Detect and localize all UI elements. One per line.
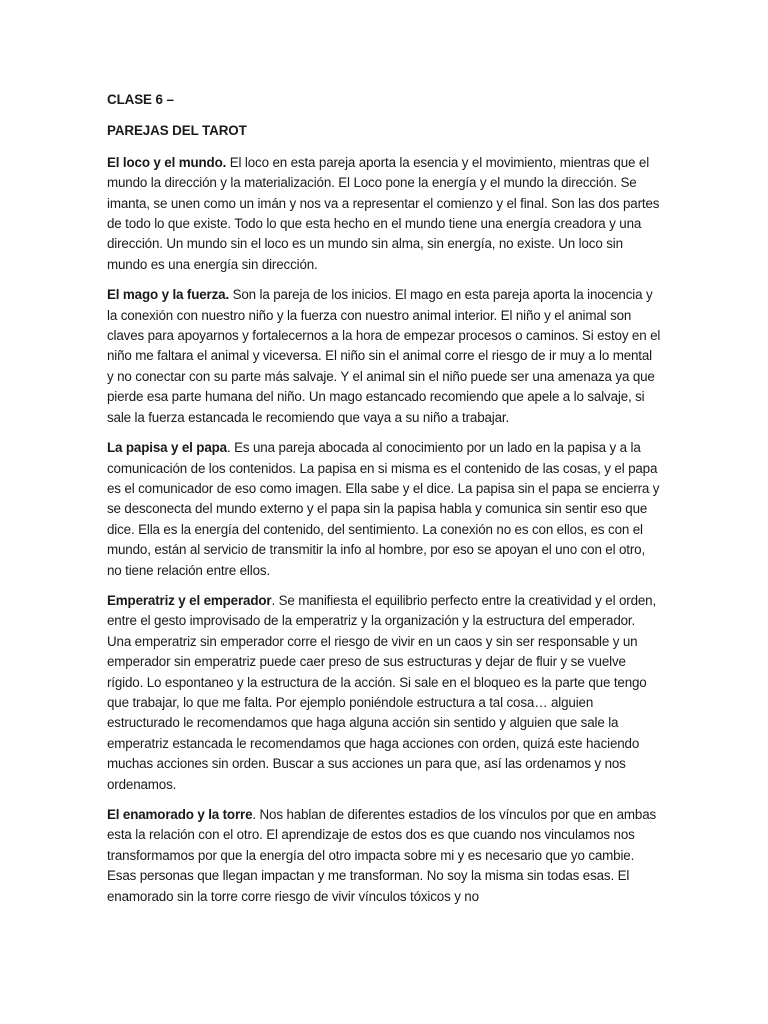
section-body: . Nos hablan de diferentes estadios de los vínculos por que en ambas esta la relación con el otro. El aprendizaje de estos dos es que cuando nos vinculamos nos transformamos por que la energía del otro impacta sobre mi y es necesario que yo cambie. Esas personas que llegan impactan y me transforman. No soy la misma sin todas esas. El enamorado sin la torre corre riesgo de vivir vínculos tóxicos y no <box>107 807 657 904</box>
section-loco-mundo <box>107 153 662 275</box>
section-heading: El loco y el mundo. <box>107 154 227 170</box>
document-page <box>107 90 662 917</box>
section-body: Son la pareja de los inicios. El mago en esta pareja aporta la inocencia y la conexión con nuestro niño y la fuerza con nuestro animal interior. El niño y el animal son claves para apoyarnos y fortalecernos a la hora de empezar procesos o caminos. Si estoy en el niño me faltara el animal y viceversa. El niño sin el animal corre el riesgo de ir muy a lo mental y no conectar con su parte más salvaje. Y el animal sin el niño puede ser una amenaza ya que pierde esa parte humana del niño. Un mago estancado recomiendo que apele a lo salvaje, si sale la fuerza estancada le recomiendo que vaya a su niño a trabajar. <box>107 287 661 425</box>
section-heading: El enamorado y la torre <box>107 807 253 822</box>
section-body: El loco en esta pareja aporta la esencia y el movimiento, mientras que el mundo la dirección y la materialización. El Loco pone la energía y el mundo la dirección. Se imanta, se unen como un imán y nos va a representar el comienzo y el final. Son las dos partes de todo lo que existe. Todo lo que esta hecho en el mundo tiene una energía creadora y una dirección. Un mundo sin el loco es un mundo sin alma, sin energía, no existe. Un loco sin mundo es una energía sin dirección. <box>107 154 660 272</box>
section-heading: El mago y la fuerza. <box>107 287 230 303</box>
section-emperatriz-emperador <box>107 591 662 795</box>
section-heading: La papisa y el papa <box>107 440 227 456</box>
section-body: . Se manifiesta el equilibrio perfecto entre la creatividad y el orden, entre el gesto improvisado de la emperatriz y la organización y la estructura del emperador. Una emperatriz sin emperador corre el riesgo de vivir en un caos y sin ser responsable y un emperador sin emperatriz puede caer preso de sus estructuras y dejar de fluir y se vuelve rígido. Lo espontaneo y la estructura de la acción. Si sale en el bloqueo es la parte que tengo que trabajar, lo que me falta. Por ejemplo poniéndole estructura a tal cosa… alguien estructurado le recomendamos que haga alguna acción sin sentido y alguien que sale la emperatriz estancada le recomendamos que haga acciones con orden, quizá este haciendo muchas acciones sin orden. Buscar a sus acciones un para que, así las ordenamos y nos ordenamos. <box>107 592 657 792</box>
document-title: PAREJAS DEL TAROT <box>107 123 247 139</box>
section-papisa-papa <box>107 438 662 581</box>
class-label: CLASE 6 – <box>107 92 174 107</box>
section-heading: Emperatriz y el emperador <box>107 592 272 608</box>
section-body: . Es una pareja abocada al conocimiento por un lado en la papisa y a la comunicación de los contenidos. La papisa en si misma es el contenido de las cosas, y el papa es el comunicador de eso como imagen. Ella sabe y el dice. La papisa sin el papa se encierra y se desconecta del mundo externo y el papa sin la papisa habla y comunica sin sentir eso que dice. Ella es la energía del contenido, del sentimiento. La conexión no es con ellos, es con el mundo, están al servicio de transmitir la info al hombre, por eso se apoyan el uno con el otro, no tiene relación entre ellos. <box>107 440 660 578</box>
section-mago-fuerza <box>107 285 662 428</box>
section-enamorado-torre <box>107 805 662 907</box>
